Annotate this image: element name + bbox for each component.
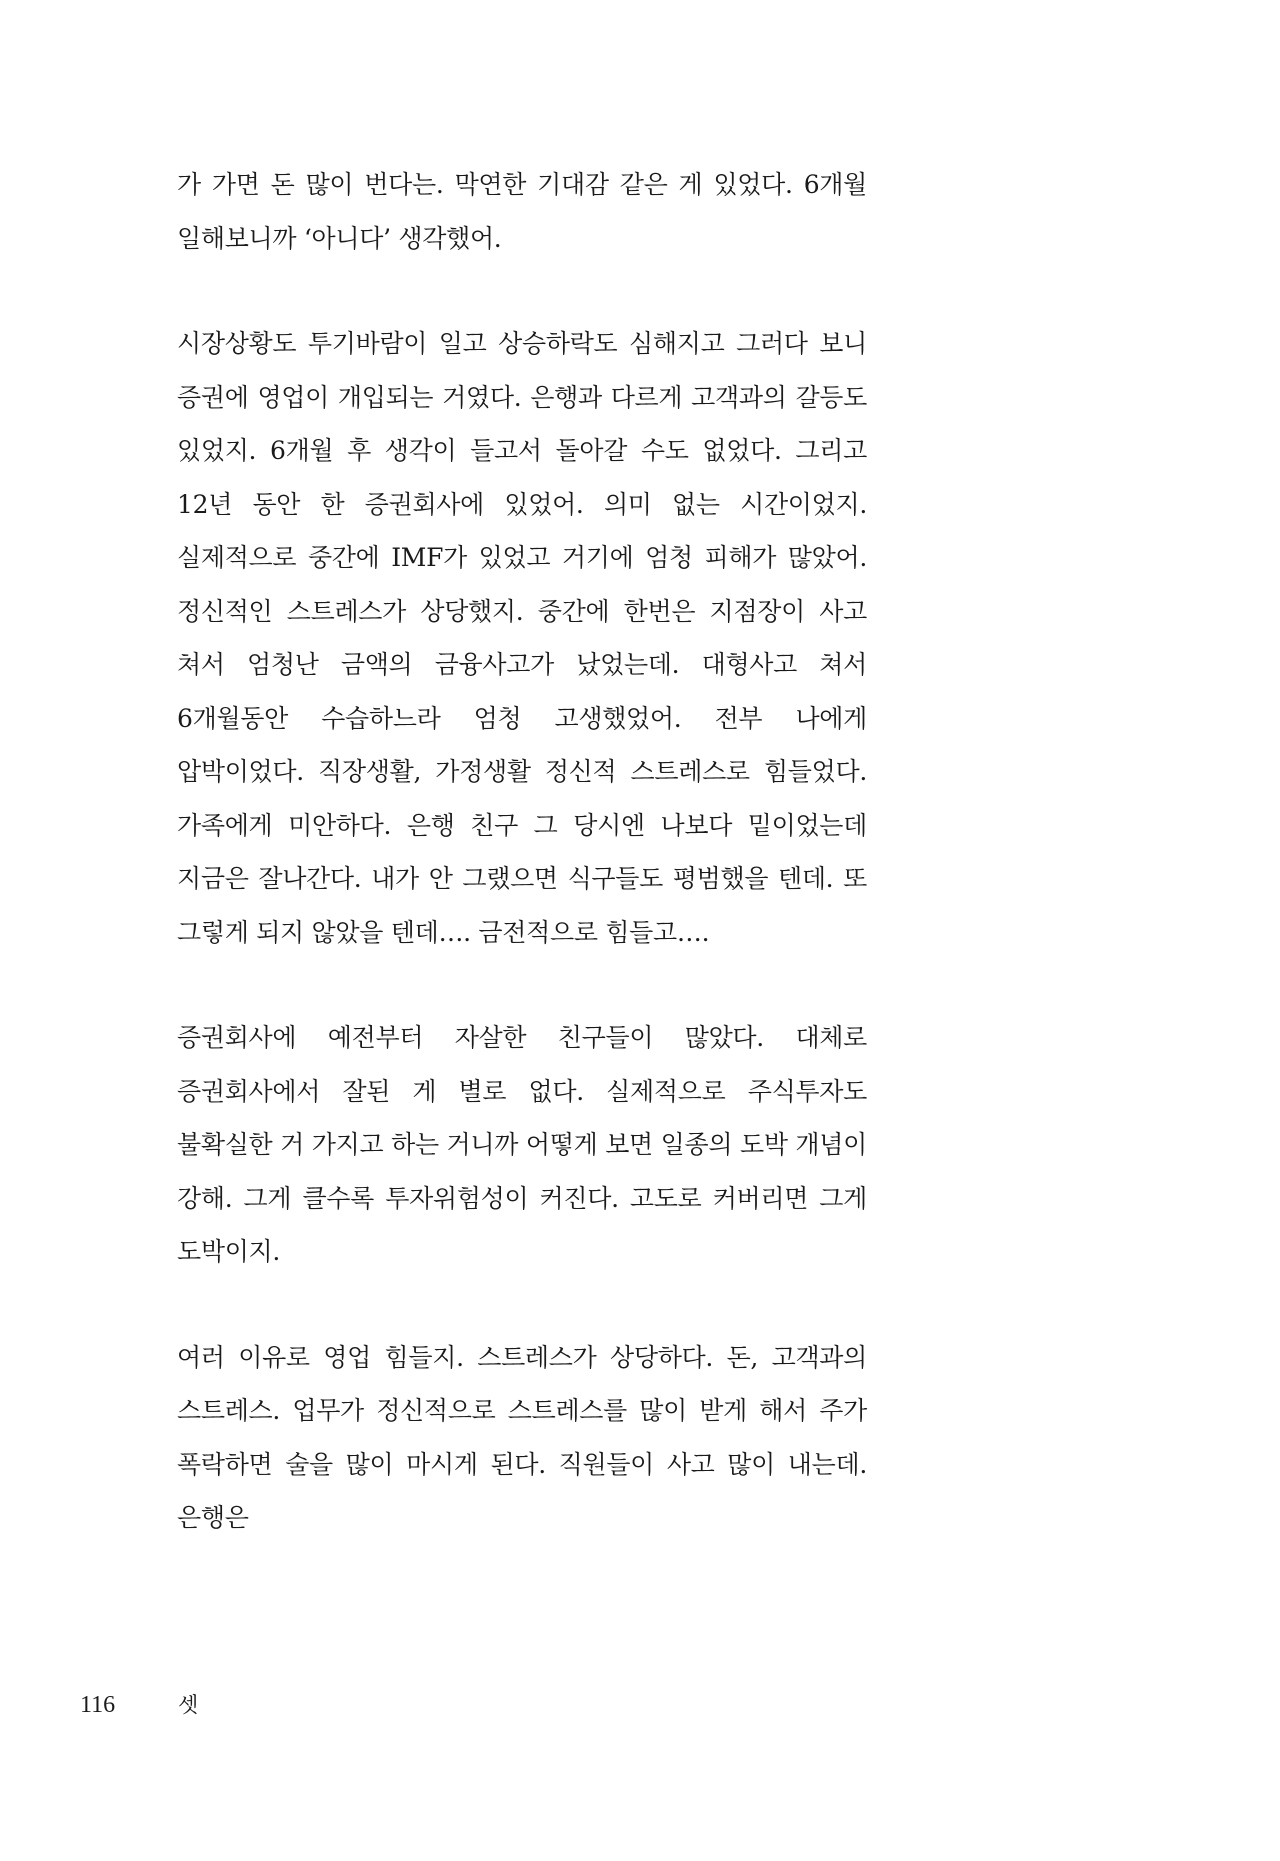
paragraph-4: 여러 이유로 영업 힘들지. 스트레스가 상당하다. 돈, 고객과의 스트레스. 업무가 정신적으로 스트레스를 많이 받게 해서 주가 폭락하면 술을 많이 마시게 된다. 직원들이 사고 많이 내는데. 은행은 (177, 1342, 867, 1532)
paragraph-2: 시장상황도 투기바람이 일고 상승하락도 심해지고 그러다 보니 증권에 영업이 개입되는 거였다. 은행과 다르게 고객과의 갈등도 있었지. 6개월 후 생각이 들고서 돌아갈 수도 없었다. 그리고 12년 동안 한 증권회사에 있었어. 의미 없는 시간이었지. 실제적으로 중간에 IMF가 있었고 거기에 엄청 피해가 많았어. 정신적인 스트레스가 상당했지. 중간에 한번은 지점장이 사고 쳐서 엄청난 금액의 금융사고가 났었는데. 대형사고 쳐서 6개월동안 수습하느라 엄청 고생했었어. 전부 나에게 압박이었다. 직장생활, 가정생활 정신적 스트레스로 힘들었다. 가족에게 미안하다. 은행 친구 그 당시엔 나보다 밑이었는데 지금은 잘나간다. 내가 안 그랬으면 식구들도 평범했을 텐데. 또 그렇게 되지 않았을 텐데…. 금전적으로 힘들고…. (177, 329, 867, 947)
page-body (177, 158, 867, 1597)
page-number: 116 (80, 1692, 116, 1718)
paragraph-3: 증권회사에 예전부터 자살한 친구들이 많았다. 대체로 증권회사에서 잘된 게 별로 없다. 실제적으로 주식투자도 불확실한 거 가지고 하는 거니까 어떻게 보면 일종의 도박 개념이 강해. 그게 클수록 투자위험성이 커진다. 고도로 커버리면 그게 도박이지. (177, 1023, 867, 1266)
section-label: 셋 (178, 1693, 199, 1717)
paragraph-1: 가 가면 돈 많이 번다는. 막연한 기대감 같은 게 있었다. 6개월 일해보니까 ‘아니다’ 생각했어. (177, 170, 867, 253)
